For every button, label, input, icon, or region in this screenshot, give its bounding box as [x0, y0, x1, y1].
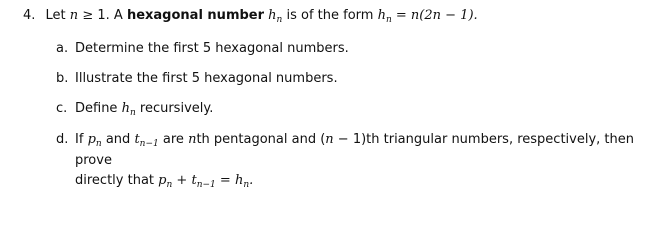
variable-h-n-final: $h_n$. [234, 173, 254, 190]
part-a [23, 39, 349, 59]
variable-t-n-minus-1: $t_{n-1}$ [134, 132, 159, 149]
variable-h: $h_n$ [268, 8, 283, 25]
variable-h-formula: $h_n$ [377, 8, 392, 25]
part-d-text-5: − 1)th triangular numbers, respectively, then prove [75, 132, 634, 168]
variable-h-recursive: $h_n$ [121, 101, 136, 118]
intro-text-3: is of the form [286, 8, 374, 23]
part-b-text: Illustrate the first 5 hexagonal numbers. [75, 71, 338, 86]
part-b-label: b. [56, 71, 69, 86]
part-a-label: a. [56, 41, 69, 56]
hexagonal-number-term: hexagonal number [126, 8, 265, 23]
variable-p-n: $p_n$ [87, 132, 102, 149]
intro-text-1: Let [45, 8, 66, 23]
part-d-text-4: th pentagonal and ( [196, 132, 326, 147]
geq-symbol: ≥ [82, 8, 94, 23]
part-d-text-1: If [75, 132, 84, 147]
hexagonal-formula: = n(2n − 1). [395, 8, 478, 23]
part-c-label: c. [56, 101, 68, 116]
h-subscript: n [276, 15, 283, 25]
part-d-text-3: are [162, 132, 184, 147]
problem-4 [23, 8, 663, 190]
problem-statement [23, 8, 663, 25]
problem-number: 4. [23, 8, 36, 23]
part-c-text-1: Define [75, 101, 118, 116]
part-c-text-2: recursively. [139, 101, 214, 116]
variable-n-minus-1: n [325, 132, 334, 147]
one-text: 1. [97, 8, 110, 23]
part-c [23, 99, 213, 120]
part-d-text-2: and [105, 132, 131, 147]
plus-symbol: + [176, 173, 188, 188]
part-d-label: d. [56, 132, 69, 147]
variable-nth: n [188, 132, 197, 147]
part-d-line-2 [75, 171, 668, 192]
intro-text-2: A [113, 8, 123, 23]
variable-t-n-minus-1-2: $t_{n-1}$ [191, 173, 216, 190]
part-d [23, 130, 668, 192]
part-d-text-6: directly that [75, 173, 155, 188]
variable-n: n [69, 8, 79, 23]
part-b [23, 69, 338, 89]
part-a-text: Determine the first 5 hexagonal numbers. [75, 41, 349, 56]
equals-symbol: = [219, 173, 231, 188]
variable-p-n-2: $p_n$ [158, 173, 173, 190]
